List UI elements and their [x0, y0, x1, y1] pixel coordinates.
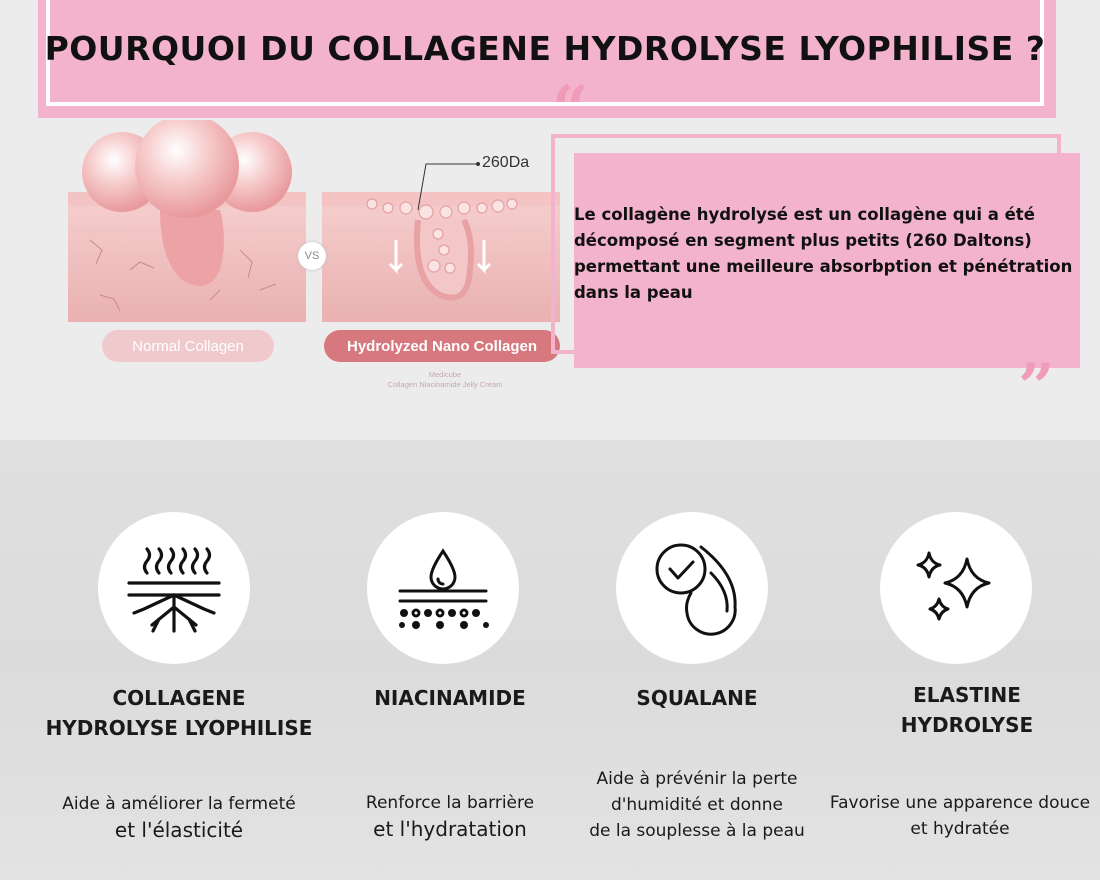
check-droplet-icon	[637, 533, 747, 643]
ingredient-icon-circle	[367, 512, 519, 664]
ingredient-title-line: SQUALANE	[636, 686, 758, 710]
quote-text: Le collagène hydrolysé est un collagène qui a été décomposé en segment plus petits (260 Daltons) permettant une meilleure absorbption et pénétration dans la peau	[574, 205, 1073, 302]
ingredient-description	[576, 766, 818, 844]
normal-collagen-skin	[68, 120, 306, 322]
ingredient-icon-circle	[880, 512, 1032, 664]
ingredient-icon-circle	[98, 512, 250, 664]
credit-brand: Medicube	[428, 370, 462, 379]
hydrolyzed-collagen-label: Hydrolyzed Nano Collagen	[324, 330, 560, 362]
ingredient-icon-circle	[616, 512, 768, 664]
skin-heat-icon	[119, 533, 229, 643]
ingredient-desc-line: Renforce la barrière	[365, 793, 535, 813]
ingredient-desc-line: et hydratée	[910, 819, 1010, 839]
sparkles-icon	[901, 533, 1011, 643]
ingredient-title	[330, 683, 570, 713]
ingredient-title-line: ELASTINE	[913, 683, 1021, 707]
dalton-size-label: 260Da	[482, 154, 530, 171]
hydrolyzed-collagen-skin	[322, 162, 560, 322]
ingredient-title-line: HYDROLYSE LYOPHILISE	[45, 716, 313, 740]
collagen-comparison-image	[60, 120, 570, 400]
ingredient-title	[40, 683, 318, 743]
normal-collagen-label: Normal Collagen	[102, 330, 274, 362]
ingredient-desc-line: de la souplesse à la peau	[589, 821, 805, 841]
ingredient-desc-line: Favorise une apparence douce	[829, 793, 1091, 813]
ingredient-description	[40, 791, 318, 843]
ingredient-title-line: COLLAGENE	[112, 686, 246, 710]
credit-product: Collagen Niacinamide Jelly Cream	[387, 380, 503, 389]
title-frame	[46, 0, 1044, 106]
ingredient-title-line: HYDROLYSE	[900, 713, 1034, 737]
title-banner	[38, 0, 1056, 118]
page-title: POURQUOI DU COLLAGENE HYDROLYSE LYOPHILISE ?	[44, 28, 1046, 68]
close-quote-icon: ”	[1018, 350, 1055, 425]
ingredient-title	[576, 683, 818, 713]
open-quote-icon: “	[552, 72, 589, 147]
ingredient-desc-line: et l'hydratation	[373, 817, 527, 841]
vs-badge: VS	[298, 242, 326, 270]
image-credit	[360, 370, 530, 390]
ingredient-desc-line: d'humidité et donne	[610, 795, 784, 815]
skin-drop-icon	[388, 533, 498, 643]
ingredient-description	[822, 790, 1098, 842]
ingredient-desc-line: Aide à prévénir la perte	[596, 769, 798, 789]
ingredient-title-line: NIACINAMIDE	[374, 686, 526, 710]
ingredient-desc-line: et l'élasticité	[114, 818, 244, 842]
ingredient-title	[846, 680, 1088, 740]
ingredient-description	[330, 790, 570, 842]
ingredient-desc-line: Aide à améliorer la fermeté	[62, 794, 296, 814]
